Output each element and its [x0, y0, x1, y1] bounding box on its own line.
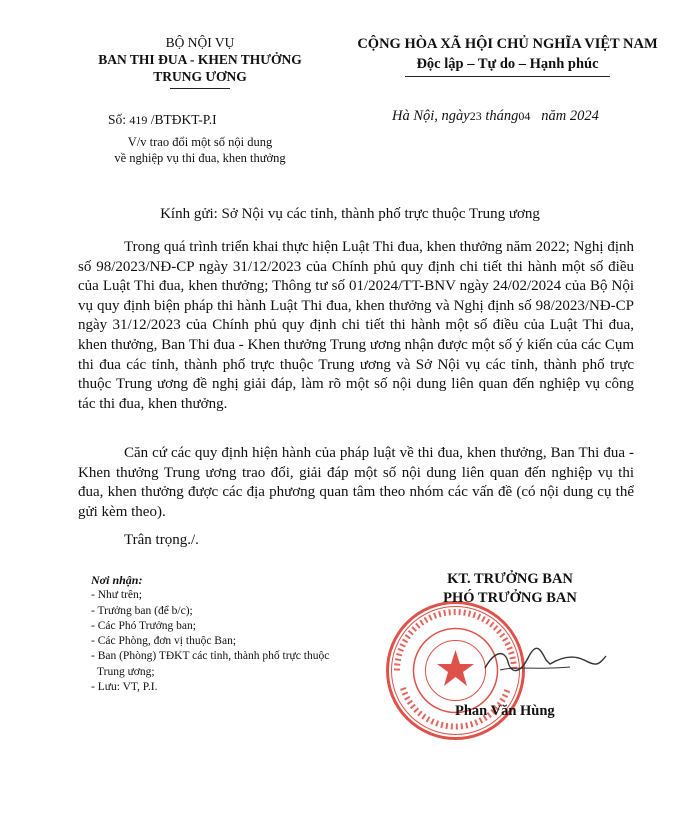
recipients-list	[91, 588, 336, 695]
recipient-item: - Ban (Phòng) TĐKT các tỉnh, thành phố trực thuộc Trung ương;	[91, 650, 330, 678]
recipient-item: - Như trên;	[91, 589, 142, 602]
document-date	[392, 108, 599, 125]
signer-name: Phan Văn Hùng	[455, 703, 555, 719]
addressee: Kính gửi: Sở Nội vụ các tỉnh, thành phố trực thuộc Trung ương	[160, 206, 540, 222]
date-month-label: tháng	[485, 108, 519, 124]
body-paragraph-1: Trong quá trình triển khai thực hiện Luật Thi đua, khen thưởng năm 2022; Nghị định số 98/2023/NĐ-CP ngày 31/12/2023 của Chính phủ quy định chi tiết thi hành một số điều của Luật Thi đua, khen thưởng; Thông tư số 01/2024/TT-BNV ngày 24/02/2024 của Bộ Nội vụ quy định biện pháp thi hành Luật Thi đua, khen thưởng và Nghị định số 98/2023/NĐ-CP ngày 31/12/2023 của Chính phủ quy định chi tiết thi hành một số điều của Luật Thi đua, khen thưởng, Ban Thi đua - Khen thưởng Trung ương nhận được một số ý kiến của các Cụm thi đua các tỉnh, thành phố trực thuộc Trung ương và Sở Nội vụ các tỉnh, thành phố trực thuộc Trung ương đề nghị giải đáp, làm rõ một số nội dung liên quan đến nghiệp vụ công tác thi đua, khen thưởng.	[78, 239, 634, 412]
ministry-name: BỘ NỘI VỤ	[165, 35, 235, 50]
signature-title-line2: PHÓ TRƯỞNG BAN	[443, 590, 577, 606]
national-motto: Độc lập – Tự do – Hạnh phúc	[416, 56, 599, 72]
motto-underline	[405, 76, 610, 77]
country-name: CỘNG HÒA XÃ HỘI CHỦ NGHĨA VIỆT NAM	[357, 36, 658, 52]
document-number	[108, 112, 217, 128]
doc-number-suffix: /BTĐKT-P.I	[150, 112, 217, 127]
recipient-item: - Các Phòng, đơn vị thuộc Ban;	[91, 635, 237, 648]
doc-number-value: 419	[129, 113, 148, 127]
recipient-item: - Lưu: VT, P.I.	[91, 681, 158, 694]
body-paragraph-2: Căn cứ các quy định hiện hành của pháp luật về thi đua, khen thưởng, Ban Thi đua - Khen thưởng Trung ương trao đổi, giải đáp một số nội dung liên quan đến nghiệp vụ thi đua, khen thưởng được các địa phương quan tâm theo nhóm các vấn đề (có nội dung cụ thể gửi kèm theo).	[78, 445, 634, 520]
recipient-item: - Trưởng ban (để b/c);	[91, 604, 193, 617]
agency-name-line2: TRUNG ƯƠNG	[153, 69, 247, 84]
doc-number-prefix: Số:	[108, 112, 127, 127]
recipients-title: Nơi nhận:	[91, 573, 143, 587]
subject-line2: về nghiệp vụ thi đua, khen thưởng	[114, 151, 286, 165]
agency-name-line1: BAN THI ĐUA - KHEN THƯỞNG	[98, 52, 302, 67]
recipient-item: - Các Phó Trưởng ban;	[91, 619, 196, 632]
signature-block	[390, 570, 630, 608]
subject-line1: V/v trao đổi một số nội dung	[127, 135, 273, 149]
national-title	[345, 34, 670, 77]
date-year: năm 2024	[541, 108, 599, 124]
agency-underline	[170, 88, 230, 89]
date-day: 23	[469, 109, 482, 123]
document-subject	[60, 134, 340, 166]
issuing-agency	[55, 34, 345, 89]
date-place: Hà Nội, ngày	[392, 108, 470, 124]
handwritten-signature	[480, 640, 610, 680]
signature-title-line1: KT. TRƯỞNG BAN	[447, 571, 573, 587]
recipients-block	[91, 573, 336, 695]
closing-line: Trân trọng./.	[124, 532, 199, 548]
date-month: 04	[518, 109, 531, 123]
